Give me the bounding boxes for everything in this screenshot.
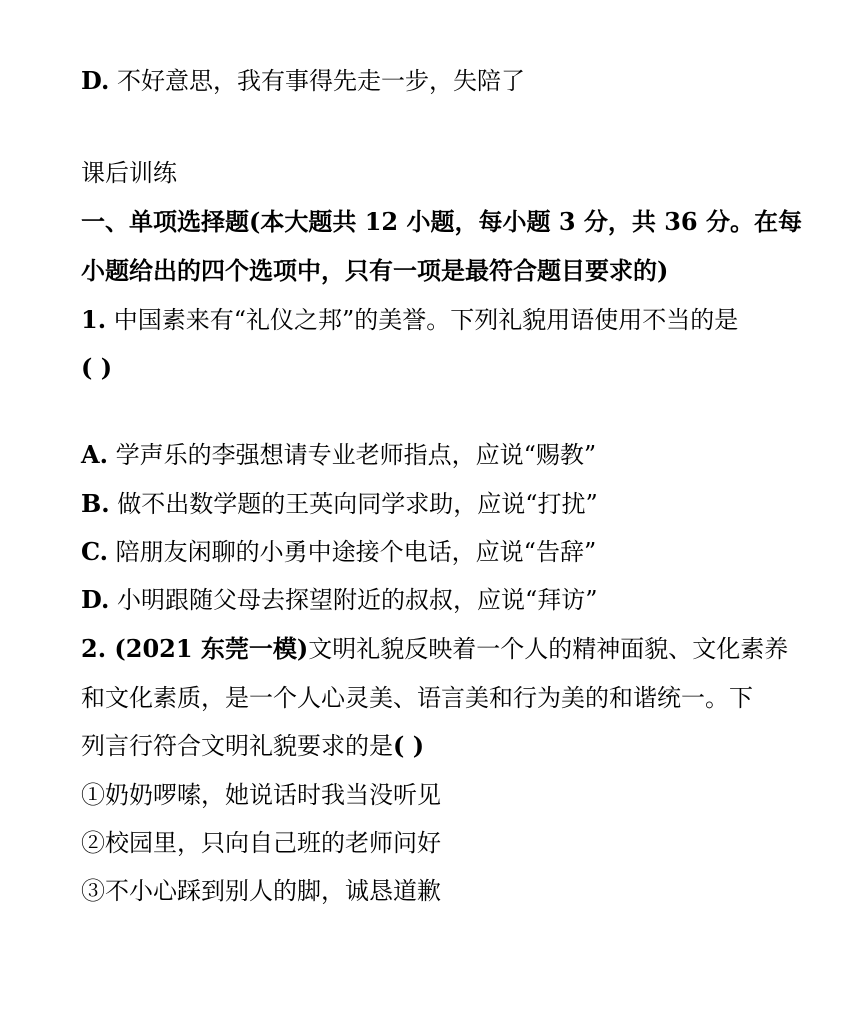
q1-answer-blank: ( ) (81, 353, 113, 382)
q1-option-d (81, 585, 597, 615)
instructions-line-1: 一、单项选择题(本大题共 12 小题，每小题 3 分，共 36 分。在每 (81, 207, 802, 236)
option-label: C. (81, 537, 109, 566)
q2-item-2: ②校园里，只向自己班的老师问好 (81, 829, 441, 857)
prev-option-d (81, 66, 525, 96)
q1-option-c (81, 537, 596, 567)
q1-option-a (81, 440, 596, 470)
option-text: 小明跟随父母去探望附近的叔叔，应说“拜访” (109, 586, 598, 614)
instructions-line-2: 小题给出的四个选项中，只有一项是最符合题目要求的) (81, 256, 669, 285)
q2-item-3: ③不小心踩到别人的脚，诚恳道歉 (81, 877, 441, 905)
option-label: B. (81, 489, 110, 518)
question-stem: 中国素来有“礼仪之邦”的美誉。下列礼貌用语使用不当的是 (106, 306, 739, 334)
question-number: 1. (81, 305, 107, 334)
answer-blank: ( ) (393, 731, 425, 760)
q2-item-1: ①奶奶啰嗦，她说话时我当没听见 (81, 781, 441, 809)
option-label: A. (81, 440, 108, 469)
q2-stem-line-2: 和文化素质，是一个人心灵美、语言美和行为美的和谐统一。下 (81, 684, 753, 712)
q2-stem-line-1 (81, 634, 788, 664)
option-text: 做不出数学题的王英向同学求助，应说“打扰” (109, 490, 598, 518)
option-label: D. (81, 585, 110, 614)
section-title: 课后训练 (81, 159, 177, 187)
question-stem: 列言行符合文明礼貌要求的是 (81, 732, 393, 760)
option-text: 不好意思，我有事得先走一步，失陪了 (109, 67, 525, 95)
q1-stem (81, 305, 738, 335)
question-number-source: 2. (2021 东莞一模) (81, 634, 309, 663)
option-text: 学声乐的李强想请专业老师指点，应说“赐教” (107, 441, 597, 469)
q2-stem-line-3 (81, 731, 424, 761)
option-label: D. (81, 66, 110, 95)
question-stem: 文明礼貌反映着一个人的精神面貌、文化素养 (308, 635, 789, 663)
q1-option-b (81, 489, 598, 519)
option-text: 陪朋友闲聊的小勇中途接个电话，应说“告辞” (108, 538, 597, 566)
